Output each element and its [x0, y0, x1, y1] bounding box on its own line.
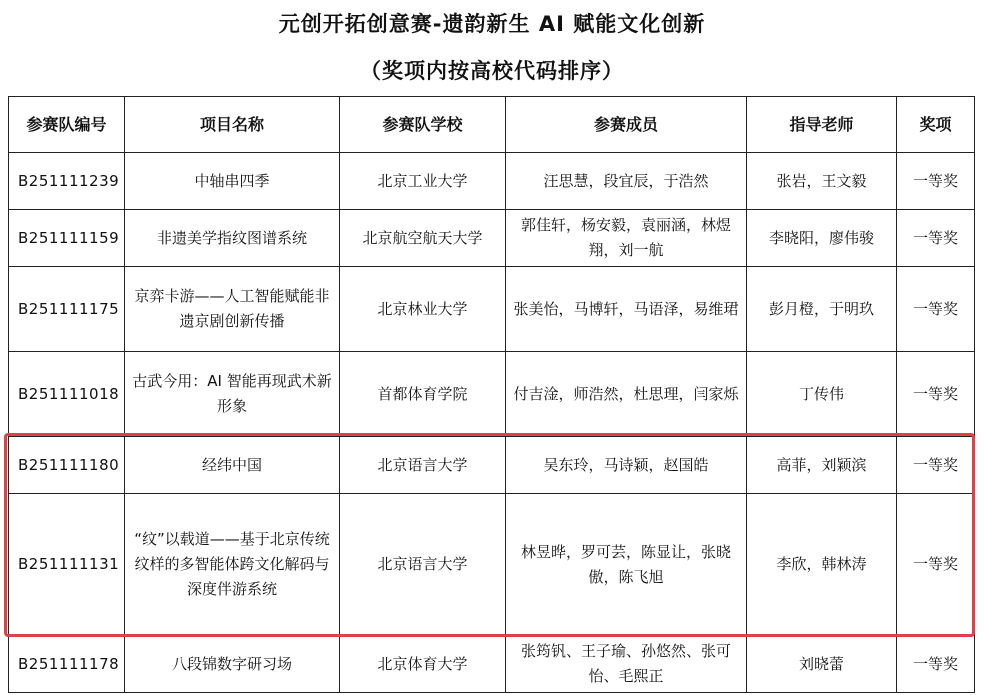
cell-advisor: 张岩，王文毅 [747, 153, 897, 210]
cell-advisor: 高菲，刘颖滨 [747, 437, 897, 494]
column-header-advisor: 指导老师 [747, 97, 897, 153]
cell-members: 吴东玲，马诗颖，赵国皓 [506, 437, 747, 494]
cell-project: 中轴串四季 [125, 153, 340, 210]
table-row [9, 437, 975, 494]
cell-project: 京弈卡游——人工智能赋能非遗京剧创新传播 [125, 267, 340, 352]
column-header-school: 参赛队学校 [340, 97, 506, 153]
cell-school: 北京林业大学 [340, 267, 506, 352]
cell-team-id: B251111131 [9, 494, 125, 636]
cell-members: 林昱晔，罗可芸，陈显让，张晓傲，陈飞旭 [506, 494, 747, 636]
table-row [9, 210, 975, 267]
cell-award: 一等奖 [897, 352, 975, 437]
cell-advisor: 李欣，韩林涛 [747, 494, 897, 636]
cell-members: 张美怡，马博轩，马语泽，易维珺 [506, 267, 747, 352]
cell-project: 经纬中国 [125, 437, 340, 494]
table-header-row [9, 97, 975, 153]
cell-school: 北京语言大学 [340, 494, 506, 636]
cell-members: 付吉淦，师浩然，杜思理，闫家烁 [506, 352, 747, 437]
table-row [9, 352, 975, 437]
cell-school: 北京航空航天大学 [340, 210, 506, 267]
cell-team-id: B251111159 [9, 210, 125, 267]
cell-school: 北京语言大学 [340, 437, 506, 494]
cell-award: 一等奖 [897, 636, 975, 693]
cell-project: 八段锦数字研习场 [125, 636, 340, 693]
cell-members: 汪思慧，段宜辰，于浩然 [506, 153, 747, 210]
table-row [9, 153, 975, 210]
cell-advisor: 丁传伟 [747, 352, 897, 437]
cell-advisor: 彭月橙，于明玖 [747, 267, 897, 352]
cell-team-id: B251111239 [9, 153, 125, 210]
table-row [9, 636, 975, 693]
cell-project: 非遗美学指纹图谱系统 [125, 210, 340, 267]
awards-table [8, 96, 975, 693]
cell-advisor: 李晓阳，廖伟骏 [747, 210, 897, 267]
cell-project: 古武今用：AI 智能再现武术新形象 [125, 352, 340, 437]
cell-team-id: B251111178 [9, 636, 125, 693]
cell-award: 一等奖 [897, 210, 975, 267]
column-header-project: 项目名称 [125, 97, 340, 153]
column-header-team-id: 参赛队编号 [9, 97, 125, 153]
cell-project: “纹”以载道——基于北京传统纹样的多智能体跨文化解码与深度伴游系统 [125, 494, 340, 636]
table-row [9, 494, 975, 636]
cell-team-id: B251111180 [9, 437, 125, 494]
cell-award: 一等奖 [897, 153, 975, 210]
page-subtitle: （奖项内按高校代码排序） [360, 59, 624, 83]
cell-members: 郭佳轩，杨安毅，袁丽涵，林煜翔，刘一航 [506, 210, 747, 267]
cell-school: 北京工业大学 [340, 153, 506, 210]
page-title: 元创开拓创意赛-遗韵新生 AI 赋能文化创新 [278, 12, 706, 36]
column-header-award: 奖项 [897, 97, 975, 153]
cell-school: 首都体育学院 [340, 352, 506, 437]
cell-team-id: B251111175 [9, 267, 125, 352]
cell-award: 一等奖 [897, 437, 975, 494]
table-row [9, 267, 975, 352]
column-header-members: 参赛成员 [506, 97, 747, 153]
cell-school: 北京体育大学 [340, 636, 506, 693]
cell-award: 一等奖 [897, 494, 975, 636]
cell-advisor: 刘晓蕾 [747, 636, 897, 693]
cell-members: 张筠钒、王子瑜、孙悠然、张可怡、毛熙正 [506, 636, 747, 693]
cell-award: 一等奖 [897, 267, 975, 352]
cell-team-id: B251111018 [9, 352, 125, 437]
